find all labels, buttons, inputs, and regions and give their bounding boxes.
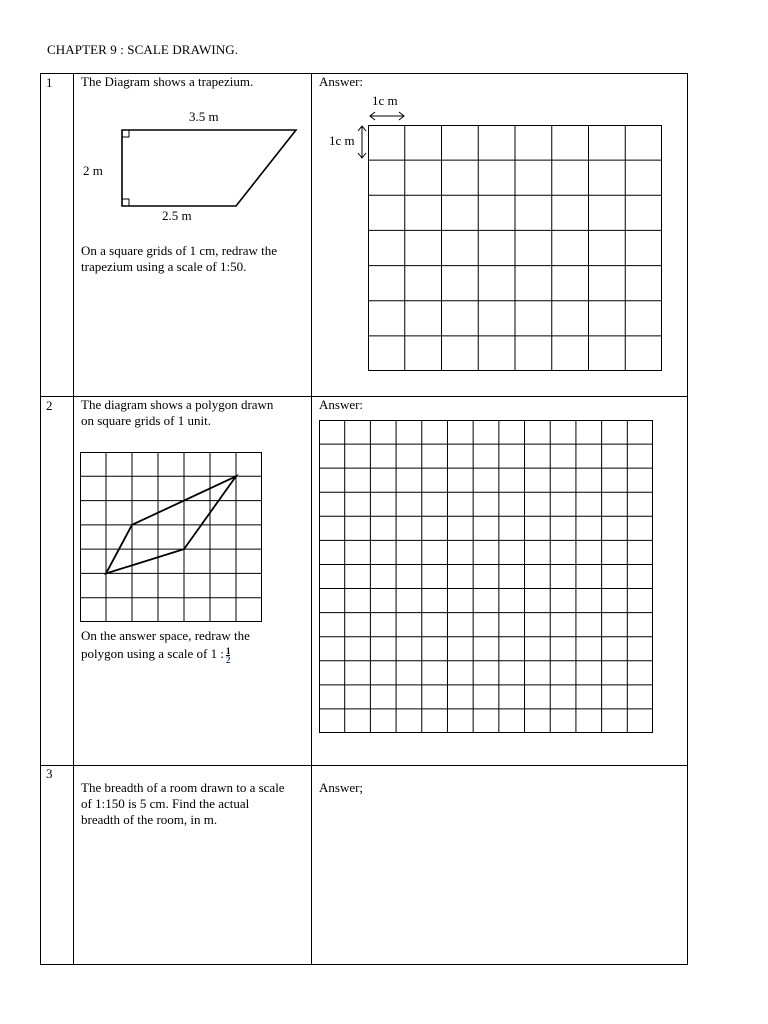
question-2-text-line2: on square grids of 1 unit. [81, 413, 211, 428]
trapezium-left-dimension: 2 m [83, 163, 103, 178]
question-2-instruction-line1: On the answer space, redraw the [81, 628, 250, 643]
page-title: CHAPTER 9 : SCALE DRAWING. [47, 42, 239, 57]
question-number-1: 1 [46, 75, 53, 90]
question-1-text: The Diagram shows a trapezium. [81, 74, 254, 89]
question-number-2: 2 [46, 398, 53, 413]
horizontal-double-arrow-icon [370, 112, 404, 120]
answer-label-1: Answer: [319, 74, 364, 89]
fraction-denominator: 2 [225, 654, 231, 665]
question-3-text-line3: breadth of the room, in m. [81, 812, 218, 827]
trapezium-top-dimension: 3.5 m [189, 109, 219, 124]
trapezium-bottom-dimension: 2.5 m [162, 208, 192, 223]
answer-grid-1 [368, 125, 662, 371]
fraction-numerator: 1 [225, 645, 231, 656]
answer-grid-2 [319, 420, 653, 733]
question-3-text-line2: of 1:150 is 5 cm. Find the actual [81, 796, 250, 811]
answer-label-2: Answer: [319, 397, 364, 412]
question-1-instruction-line2: trapezium using a scale of 1:50. [81, 259, 247, 274]
vertical-double-arrow-icon [358, 126, 366, 158]
question-2-instruction-line2 [81, 646, 230, 664]
grid-scale-label-horizontal: 1c m [372, 93, 398, 108]
grid-scale-label-vertical: 1c m [329, 133, 355, 148]
question-1-instruction-line1: On a square grids of 1 cm, redraw the [81, 243, 278, 258]
answer-label-3: Answer; [319, 780, 364, 795]
question-2-instruction-text: polygon using a scale of 1 : [81, 646, 224, 661]
scale-fraction [226, 647, 231, 664]
question-3-text-line1: The breadth of a room drawn to a scale [81, 780, 285, 795]
polygon-diagram-grid [80, 452, 262, 622]
question-number-3: 3 [46, 766, 53, 781]
question-2-text-line1: The diagram shows a polygon drawn [81, 397, 274, 412]
